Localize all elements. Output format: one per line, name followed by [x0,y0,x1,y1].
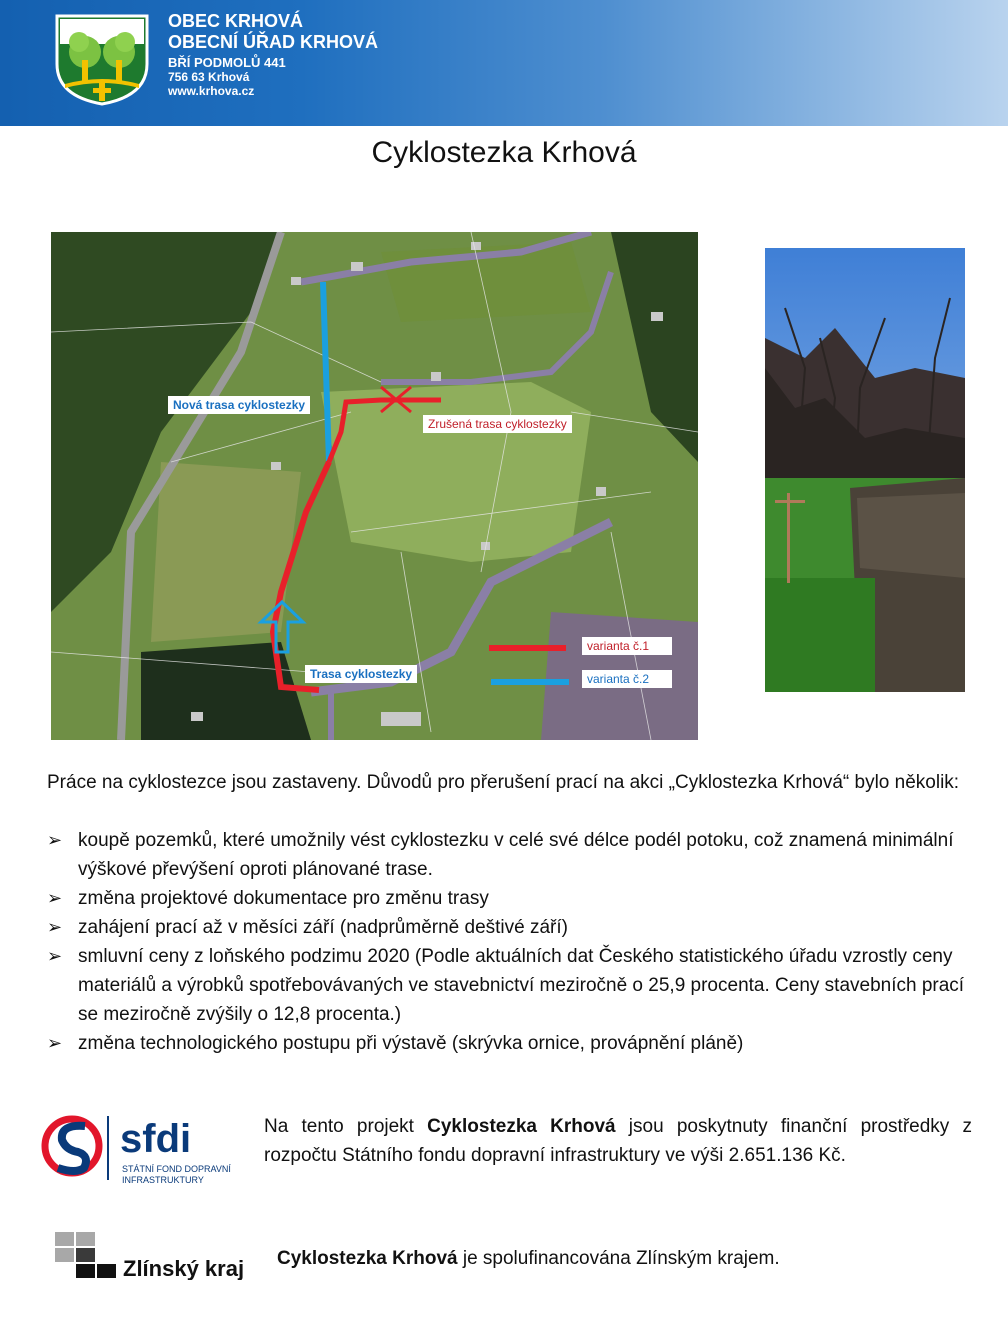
list-item [47,884,977,913]
list-item-text: změna projektové dokumentace pro změnu trasy [78,888,489,909]
zk-text-post: je spolufinancována Zlínským krajem. [457,1248,780,1269]
arrow-bullet-icon: ➢ [47,830,63,850]
website-link[interactable]: www.krhova.cz [168,84,255,98]
legend-variant-1: varianta č.1 [582,637,672,655]
legend-variant-2: varianta č.2 [582,670,672,688]
list-item-text: smluvní ceny z loňského podzimu 2020 (Podle aktuálních dat Českého statistického úřadu vzrostly ceny materiálů a výrobků spotřebovávaných ve stavebnictví meziročně o 25,9 procenta. Ceny stavebních prací se meziročně zvýšily o 12,8 procenta.) [78,946,965,1025]
zlinsky-kraj-logo [55,1232,250,1280]
sfdi-logo [40,1108,245,1188]
sfdi-funding-paragraph [264,1112,972,1170]
list-item-text: zahájení prací až v měsíci září (nadprůměrně deštivé září) [78,917,568,938]
header-banner [0,0,1008,126]
sfdi-text-project: Cyklostezka Krhová [427,1116,616,1137]
list-item [47,942,977,1029]
zlinsky-kraj-emblem-icon [55,1232,250,1280]
photo-image [765,248,965,692]
header-address [168,12,378,99]
sfdi-text-post: jsou poskytnuty finanční prostředky z rozpočtu Státního fondu dopravní infrastruktury ve výši 2.651.136 Kč. [264,1116,972,1166]
sfdi-logo-text: sfdi [120,1117,192,1161]
label-cancelled-route: Zrušená trasa cyklostezky [423,415,572,433]
arrow-bullet-icon: ➢ [47,946,63,966]
list-item [47,913,977,942]
list-item [47,1029,977,1058]
route-map [51,232,698,740]
reasons-list [47,826,977,1058]
zlinsky-kraj-logo-text: Zlínský kraj [123,1256,245,1280]
label-route: Trasa cyklostezky [305,665,417,683]
arrow-bullet-icon: ➢ [47,917,63,937]
intro-paragraph: Práce na cyklostezce jsou zastaveny. Důvodů pro přerušení prací na akci „Cyklostezka Krhová“ bylo několik: [47,772,960,793]
aerial-map-image [51,232,698,740]
municipality-name: OBEC KRHOVÁ [168,11,304,31]
page-title: Cyklostezka Krhová [371,136,637,169]
list-item-text: koupě pozemků, které umožnily vést cyklostezku v celé své délce podél potoku, což znamená minimální výškové převýšení oproti plánované trase. [78,830,954,880]
zk-funding-paragraph [277,1244,780,1273]
arrow-bullet-icon: ➢ [47,888,63,908]
municipal-crest-logo [55,14,149,106]
postal-address: 756 63 Krhová [168,70,250,84]
zk-text-project: Cyklostezka Krhová [277,1248,458,1269]
office-name: OBECNÍ ÚŘAD KRHOVÁ [168,32,379,52]
list-item-text: změna technologického postupu při výstavě (skrývka ornice, provápnění pláně) [78,1033,744,1054]
construction-site-photo [765,248,965,692]
arrow-bullet-icon: ➢ [47,1033,63,1053]
sfdi-logo-sub1: STÁTNÍ FOND DOPRAVNÍ [122,1164,231,1174]
sfdi-emblem-icon [40,1108,245,1188]
label-new-route: Nová trasa cyklostezky [168,396,310,414]
list-item [47,826,977,884]
sfdi-logo-sub2: INFRASTRUKTURY [122,1175,204,1185]
sfdi-text-pre: Na tento projekt [264,1116,428,1137]
street-address: BŘÍ PODMOLŮ 441 [168,55,286,70]
